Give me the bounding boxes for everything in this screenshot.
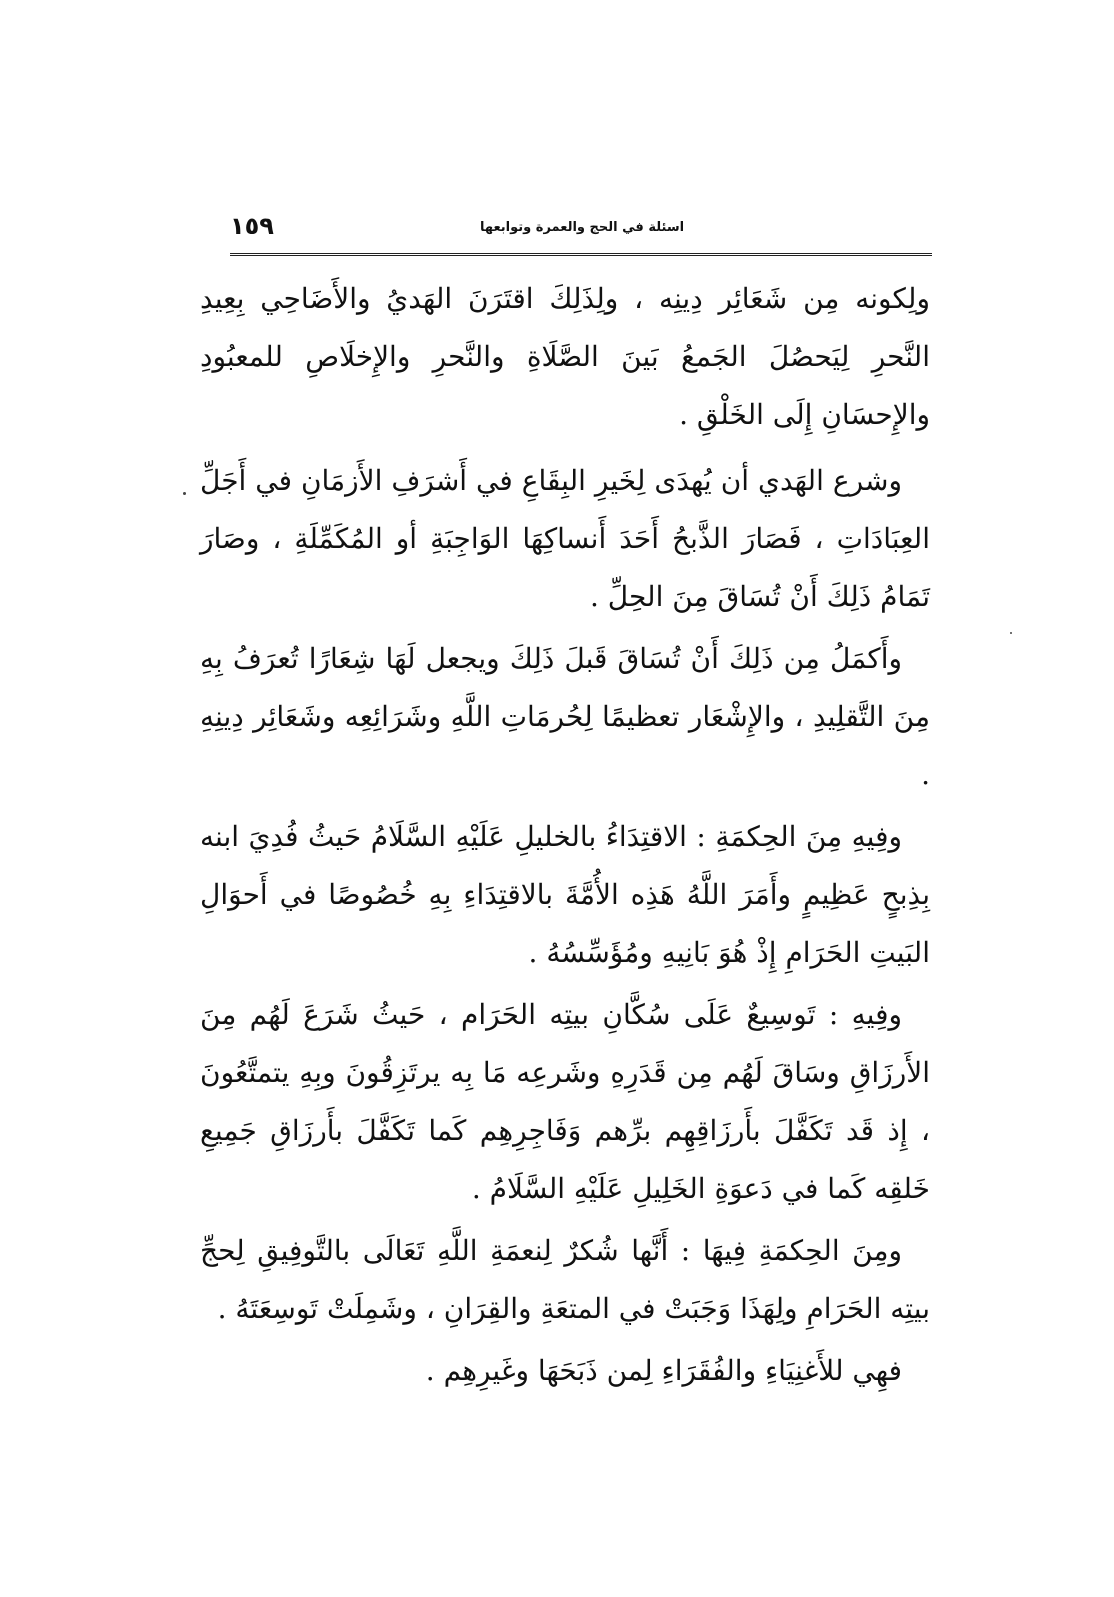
header-divider [230,253,932,256]
paragraph: ولِكونه مِن شَعَائِر دِينِه ، ولِذَلِكَ اقتَرَنَ الهَديُ والأَضَاحِي بِعِيدِ النَّحرِ لِيَحصُلَ الجَمعُ بَينَ الصَّلَاةِ والنَّحرِ والإِخلَاصِ للمعبُودِ والإِحسَانِ إِلَى الخَلْقِ . [200,282,930,431]
body-text [200,270,930,1404]
page-number: ١٥٩ [230,212,274,240]
scan-speck [183,492,186,495]
paragraph: فهِي للأَغنِيَاءِ والفُقَرَاءِ لِمن ذَبَحَهَا وغَيرِهِم . [425,1354,902,1387]
paragraph: وفِيهِ مِنَ الحِكمَةِ : الاقتِدَاءُ بالخليلِ عَلَيْهِ السَّلَامُ حَيثُ فُدِيَ ابنه بِذِبحٍ عَظِيمٍ وأَمَرَ اللَّهُ هَذِه الأُمَّةَ بالاقتِدَاءِ بِهِ خُصُوصًا في أَحوَالِ البَيتِ الحَرَامِ إِذْ هُوَ بَانِيهِ ومُؤَسِّسُهُ . [200,820,930,969]
running-header [230,212,930,246]
paragraph: وفِيهِ : تَوسِيعٌ عَلَى سُكَّانِ بيتِه الحَرَام ، حَيثُ شَرَعَ لَهُم مِنَ الأَرزَاقِ وسَاقَ لَهُم مِن قَدَرِهِ وشَرعِه مَا بِه يرتَزِقُونَ وبِهِ يتمتَّعُونَ ، إِذ قَد تَكَفَّلَ بأَرزَاقِهِم برِّهم وَفَاجِرِهِم كَما تَكَفَّلَ بأَرزَاقِ جَمِيعِ خَلقِه كَما في دَعوَةِ الخَلِيلِ عَلَيْهِ السَّلَامُ . [200,998,930,1205]
paragraph: وأَكمَلُ مِن ذَلِكَ أَنْ تُسَاقَ قَبلَ ذَلِكَ ويجعل لَهَا شِعَارًا تُعرَفُ بِهِ مِنَ التَّقلِيدِ ، والإِشْعَار تعظيمًا لِحُرمَاتِ اللَّهِ وشَرَائِعِه وشَعَائِر دِينِهِ . [200,642,930,791]
running-title: اسئلة في الحج والعمرة وتوابعها [480,220,685,235]
paragraph: ومِنَ الحِكمَةِ فِيهَا : أَنَّها شُكرٌ لِنعمَةِ اللَّهِ تَعَالَى بالتَّوفِيقِ لِحجِّ بيتِه الحَرَامِ ولِهَذَا وَجَبَتْ في المتعَةِ والقِرَانِ ، وشَمِلَتْ تَوسِعَتَهُ . [200,1234,930,1325]
paragraph: وشرع الهَدي أن يُهدَى لِخَيرِ البِقَاعِ في أَشرَفِ الأَزمَانِ في أَجَلِّ العِبَادَاتِ ، فَصَارَ الذَّبحُ أَحَدَ أَنساكِهَا الوَاجِبَةِ أو المُكَمِّلَةِ ، وصَارَ تَمَامُ ذَلِكَ أَنْ تُسَاقَ مِنَ الحِلِّ . [200,464,930,613]
scan-speck [1010,632,1012,634]
